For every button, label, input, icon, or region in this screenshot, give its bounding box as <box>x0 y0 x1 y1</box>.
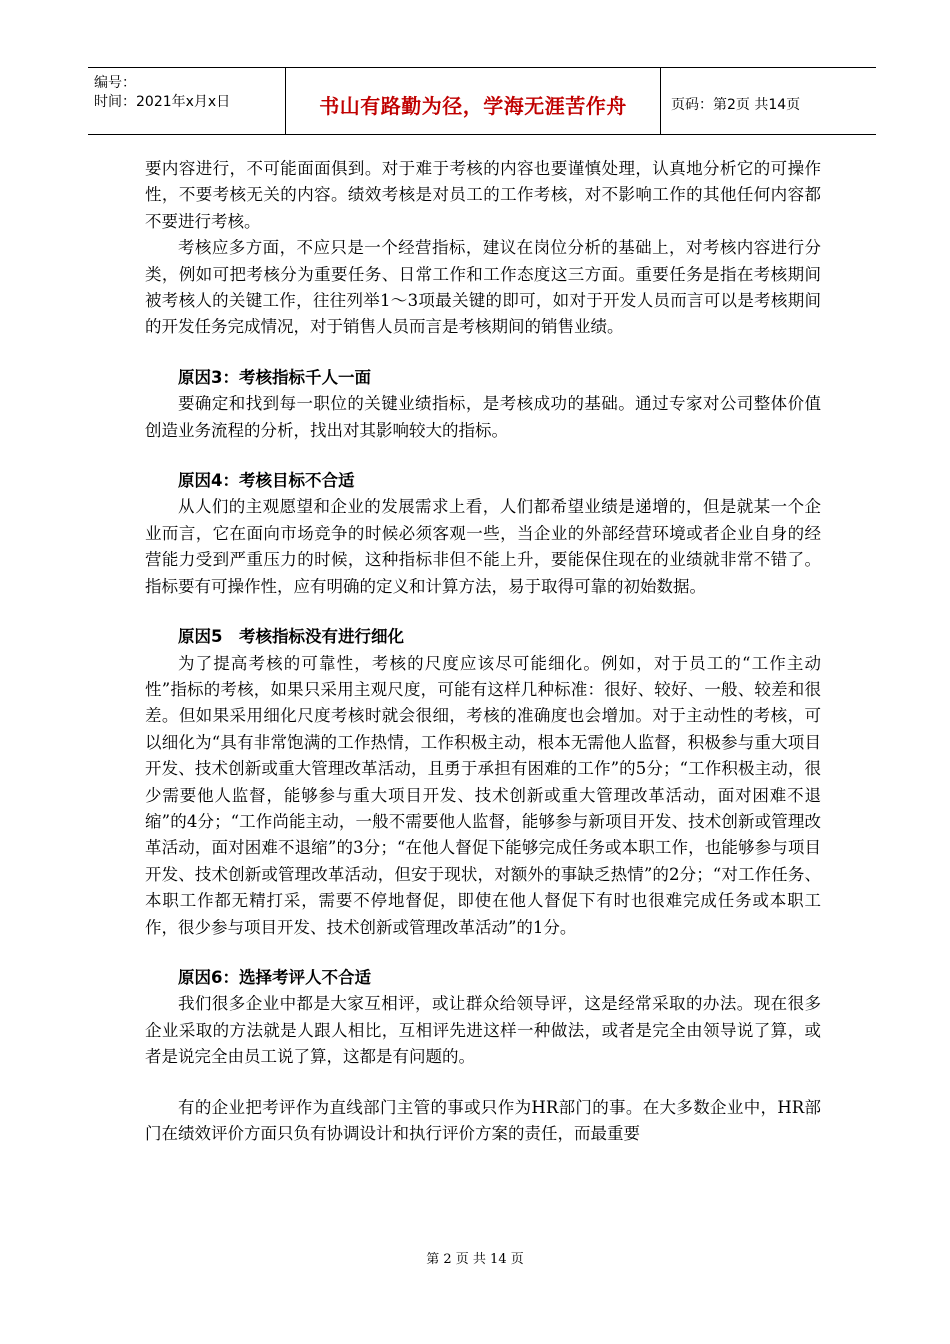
paragraph-1: 要内容进行，不可能面面俱到。对于难于考核的内容也要谨慎处理，认真地分析它的可操作性，不要考核无关的内容。绩效考核是对员工的工作考核，对不影响工作的其他任何内容都不要进行考核。 <box>145 159 821 231</box>
spacer <box>145 941 821 965</box>
section-heading-5: 原因5 考核指标没有进行细化 <box>178 627 404 647</box>
header-motto: 书山有路勤为径，学海无涯苦作舟 <box>319 94 627 118</box>
paragraph-2: 考核应多方面，不应只是一个经营指标，建议在岗位分析的基础上，对考核内容进行分类，例如可把考核分为重要任务、日常工作和工作态度这三方面。重要任务是指在考核期间被考核人的关键工作，往往列举1～3项最关键的即可，如对于开发人员而言可以是考核期间的开发任务完成情况，对于销售人员而言是考核期间的销售业绩。 <box>145 238 821 337</box>
paragraph-5: 为了提高考核的可靠性，考核的尺度应该尽可能细化。例如，对于员工的“工作主动性”指标的考核，如果只采用主观尺度，可能有这样几种标准：很好、较好、一般、较差和很差。但如果采用细化尺度考核时就会很细，考核的准确度也会增加。对于主动性的考核，可以细化为“具有非常饱满的工作热情，工作积极主动，根本无需他人监督，积极参与重大项目开发、技术创新或重大管理改革活动，且勇于承担有困难的工作”的5分；“工作积极主动，很少需要他人监督，能够参与重大项目开发、技术创新或重大管理改革活动，面对困难不退缩”的4分；“工作尚能主动，一般不需要他人监督，能够参与新项目开发、技术创新或管理改革活动，面对困难不退缩”的3分；“在他人督促下能够完成任务或本职工作，也能够参与项目开发、技术创新或管理改革活动，但安于现状，对额外的事缺乏热情”的2分；“对工作任务、本职工作都无精打采，需要不停地督促，即使在他人督促下有时也很难完成任务或本职工作，很少参与项目开发、技术创新或管理改革活动”的1分。 <box>145 653 821 937</box>
header-info-cell <box>88 68 286 134</box>
section-heading-3: 原因3：考核指标千人一面 <box>178 367 371 387</box>
section-heading-6: 原因6：选择考评人不合适 <box>178 967 371 987</box>
paragraph-3: 要确定和找到每一职位的关键业绩指标，是考核成功的基础。通过专家对公司整体价值创造业务流程的分析，找出对其影响较大的指标。 <box>145 394 821 440</box>
spacer <box>145 444 821 468</box>
spacer <box>145 1071 821 1095</box>
paragraph-6: 我们很多企业中都是大家互相评，或让群众给领导评，这是经常采取的办法。现在很多企业采取的方法就是人跟人相比，互相评先进这样一种做法，或者是完全由领导说了算，或者是说完全由员工说了算，这都是有问题的。 <box>145 994 821 1067</box>
document-number-label: 编号： <box>94 75 136 91</box>
section-heading-4: 原因4：考核目标不合适 <box>178 471 355 491</box>
header-motto-cell <box>286 68 661 134</box>
header-table <box>88 67 876 135</box>
document-body <box>145 156 821 1147</box>
paragraph-7: 有的企业把考评作为直线部门主管的事或只作为HR部门的事。在大多数企业中，HR部门在绩效评价方面只负有协调设计和执行评价方案的责任，而最重要 <box>145 1097 821 1143</box>
document-time-label: 时间：2021年x月x日 <box>94 94 231 110</box>
header-page-cell <box>661 68 876 134</box>
paragraph-4: 从人们的主观愿望和企业的发展需求上看，人们都希望业绩是递增的，但是就某一个企业而言，它在面向市场竞争的时候必须客观一些，当企业的外部经营环境或者企业自身的经营能力受到严重压力的时候，这种指标非但不能上升，要能保住现在的业绩就非常不错了。指标要有可操作性，应有明确的定义和计算方法，易于取得可靠的初始数据。 <box>145 497 821 596</box>
page-footer: 第 2 页 共 14 页 <box>426 1252 524 1267</box>
spacer <box>145 600 821 624</box>
header-page-label: 页码：第2页 共14页 <box>671 97 801 113</box>
spacer <box>145 341 821 365</box>
